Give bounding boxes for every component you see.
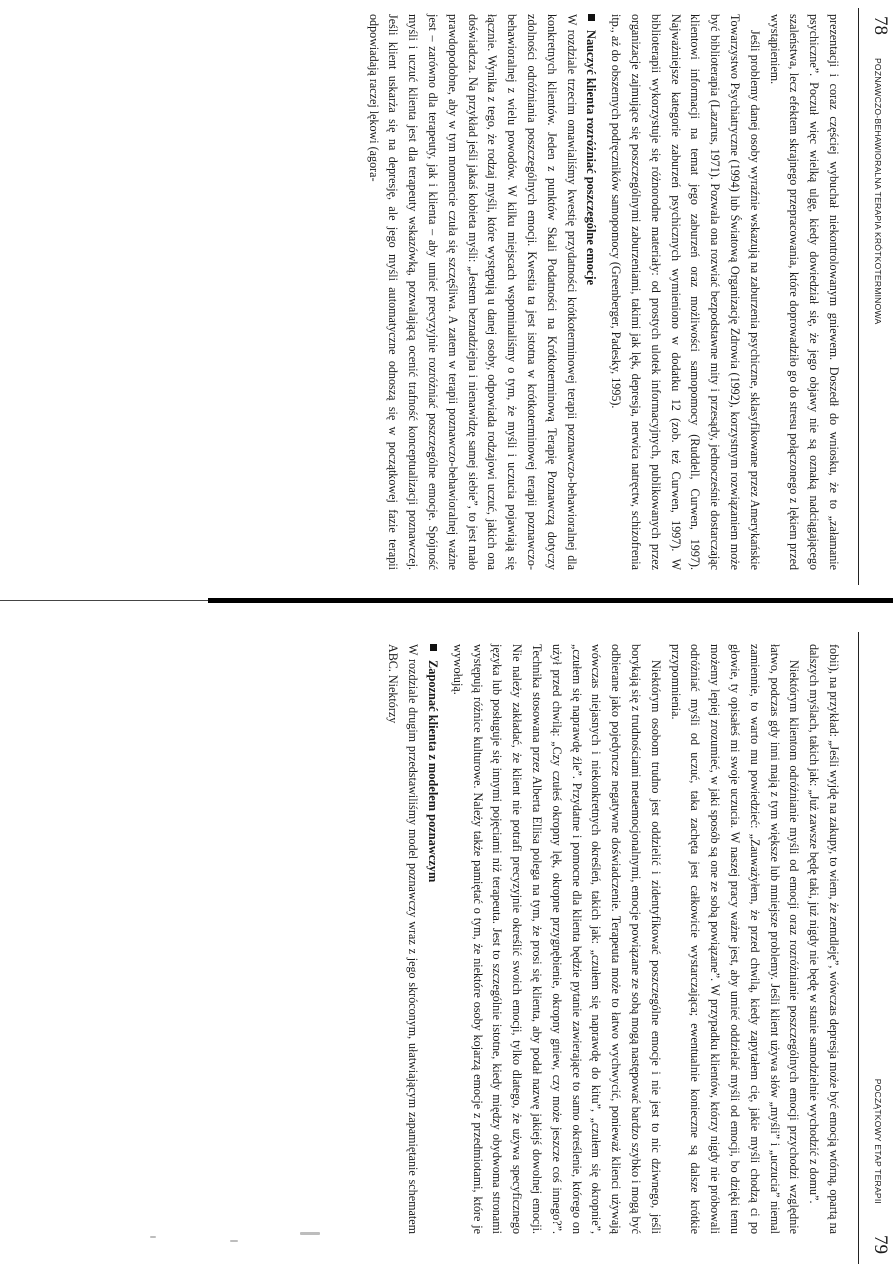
- scan-speck: [150, 1236, 156, 1238]
- running-head: [858, 8, 893, 585]
- paragraph: fobii), na przykład: „Jeśli wyjdę na zakupy, to wiem, że zemdleję”, wówczas depresja może być emocją wtórną, opartą na dalszych myślach, takich jak: „Już zawsze będę taki, już nigdy nie będę w stanie samodzielnie wychodzić z domu”.: [807, 644, 841, 1234]
- paragraph: W rozdziale trzecim omawialiśmy kwestię przydatności krótkoterminowej terapii poznawczo-behawioralnej dla konkretnych klientów. Jeden z punktów Skali Podatności na Krótkoterminową Terapię Poznawczą dotyczy zdolności odróżniania poszczególnych emocji. Kwestia ta jest istotna w krótkoterminowej terapii poznawczo-behawioralnej z wielu powodów. W kilku miejscach wspominaliśmy o tym, że myśli i uczucia pojawiają się łącznie. Wynika z tego, że rodzaj myśli, które występują u danej osoby, odpowiada rodzajowi uczuć, jakich ona doświadcza. Na przykład jeśli jakaś kobieta myśli: „Jestem beznadziejna i nienawidzę samej siebie”, to jest mało prawdopodobne, aby w tym momencie czuła się szczęśliwa. A zatem w terapii poznawczo-behawioralnej ważne jest – zarówno dla terapeuty, jak i klienta – aby umieć precyzyjnie rozróżniać poszczególne emocje. Spójność myśli i uczuć klienta jest dla terapeuty wskazówką, pozwalającą ocenić trafność konceptualizacji poznawczej. Jeśli klient uskarża się na depresję, ale jego myśli automatyczne odnoszą się w początkowej fazie terapii odpowiadają raczej lękowi (agora-: [366, 14, 579, 570]
- section-heading-text: Nauczyć klienta rozróżniać poszczególne emocje: [584, 30, 599, 286]
- paragraph: W rozdziale drugim przedstawiliśmy model poznawczy wraz z jego skróconym, ułatwiającym zapamiętanie schematem ABC. Niektórzy: [386, 644, 421, 1234]
- paragraph: Niektórym klientom odróżnianie myśli od emocji oraz rozróżnianie poszczególnych emocji przychodzi względnie łatwo, podczas gdy inni mają z tym większe lub mniejsze problemy. Jeśli klient używa słów „myśli” i „uczucia” niemal zamiennie, to warto mu powiedzieć: „Zauważyłem, że przed chwilą, kiedy zapytałem cię, jakie myśli chodzą ci po głowie, ty opisałeś mi swoje uczucia. W naszej pracy ważne jest, aby umieć oddzielać myśli od emocji, bo dzięki temu możemy lepiej zrozumieć, w jaki sposób są one ze sobą powiązane”. W przypadku klientów, którzy nigdy nie próbowali odróżniać myśli od uczuć, taka zachęta jest całkowicie wystarczająca; ewentualnie konieczne są dalsze krótkie przypomnienia.: [668, 644, 802, 1234]
- bullet-square-icon: [430, 644, 437, 651]
- section-heading-text: Zapoznać klienta z modelem poznawczym: [426, 660, 441, 883]
- scan-speck: [230, 1240, 238, 1242]
- section-heading: [422, 644, 442, 1234]
- running-head-title: POCZĄTKOWY ETAP TERAPII: [873, 1078, 883, 1204]
- scan-speck: [300, 1232, 320, 1235]
- page-number: 78: [870, 16, 891, 35]
- page-number: 79: [870, 1235, 891, 1254]
- page-79: [103, 632, 893, 1264]
- running-head: [858, 632, 893, 1264]
- bullet-square-icon: [588, 14, 595, 21]
- paragraph: Niektórym osobom trudno jest oddzielić i zidentyfikować poszczególne emocje i nie jest to nic dziwnego, jeśli borykają się z trudnościami metaemocjonalnymi, emocje powiązane ze sobą mogą następować bardzo szybko i mogą być odbierane jako pojedyncze negatywne doświadczenie. Terapeuta może to łatwo wychwycić, ponieważ klienci używają wówczas niejasnych i niekonkretnych określeń, takich jak: „czułem się naprawdę do kitu”, „czułem się okropnie”, „czułem się naprawdę źle”. Przydatne i pomocne dla klienta będzie pytanie zawierające to samo określenie, którego on użył przed chwilą: „Czy czułeś okropny lęk, okropne przygnębienie, okropny gniew, czy może jeszcze coś innego?”. Technika stosowana przez Alberta Ellisa polega na tym, że prosi się klienta, aby podał nazwę jakiejś dowolnej emocji. Nie należy zakładać, że klient nie potrafi precyzyjnie określić swoich emocji, tylko dlatego, że używa specyficznego języka lub posługuje się innymi pojęciami niż terapeuta. Jest to szczególnie istotne, kiedy między obydwoma stronami występują różnice kulturowe. Należy także pamiętać o tym, że niektóre osoby kojarzą emocje z przedmiotami, które je wywołują.: [450, 644, 663, 1234]
- paragraph: prezentacji i coraz częściej wybuchał niekontrolowanym gniewem. Doszedł do wniosku, że to „załamanie psychiczne”. Poczuł więc wielką ulgę, kiedy dowiedział się, że jego objawy nie są oznaką nadciągającego szaleństwa, lecz efektem skrajnego przepracowania, które doprowadziło go do stresu połączonego z lękiem przed wystąpieniem.: [767, 14, 841, 570]
- paragraph: Jeśli problemy danej osoby wyraźnie wskazują na zaburzenia psychiczne, sklasyfikowane przez Amerykańskie Towarzystwo Psychiatryczne (1994) lub Światową Organizację Zdrowia (1992), korzystnym rozwiązaniem może być biblioterapia (Lazarus, 1971). Pozwala ona rozwiać bezpodstawne mity i przesądy, jednocześnie dostarczając klientowi informacji na temat jego zaburzeń oraz możliwości samopomocy (Ruddell, Curwen, 1997). Najważniejsze kategorie zaburzeń psychicznych wymieniono w dodatku 12 (zob. też Curwen, 1997). W biblioterapii wykorzystuje się różnorodne materiały: od prostych ulotek informacyjnych, publikowanych przez organizacje zajmujące się poszczególnymi zaburzeniami, takimi jak lęk, depresja, nerwica natręctw, schizofrenia itp., aż do obszernych podręczników samopomocy (Greenberger, Padesky, 1995).: [609, 14, 762, 570]
- page-78: [123, 8, 893, 593]
- binding-gutter-line: [0, 600, 208, 601]
- page-body: [383, 644, 843, 1234]
- page-body: [363, 14, 843, 570]
- binding-gutter-shadow: [208, 598, 893, 603]
- running-head-title: POZNAWCZO-BEHAWIORALNA TERAPIA KRÓTKOTERMINOWA: [873, 58, 883, 325]
- section-heading: [581, 14, 601, 570]
